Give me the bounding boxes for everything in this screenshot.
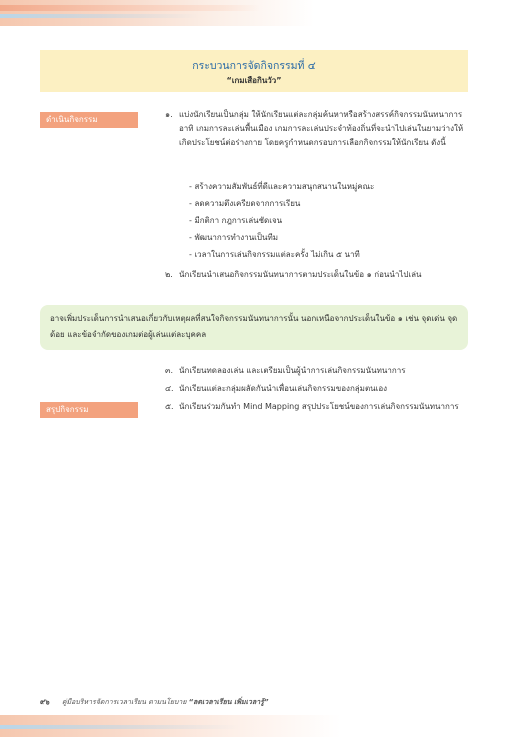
- criteria-list: [165, 178, 470, 263]
- step-text: แบ่งนักเรียนเป็นกลุ่ม ให้นักเรียนแต่ละกลุ่มค้นหาหรือสร้างสรรค์กิจกรรมนันทนาการ อาทิ เกมการละเล่นพื้นเมือง เกมการละเล่นประจำท้องถิ่นที่จะนำไปเล่นในยามว่างให้เกิดประโยชน์ต่อร่างกาย โดยครูกำหนดกรอบการเลือกกิจกรรมให้นักเรียน ดังนี้: [179, 110, 464, 147]
- page-number: ๙๖: [40, 698, 50, 706]
- footer-title: คู่มือบริหารจัดการเวลาเรียน ตามนโยบาย: [61, 698, 187, 706]
- step-number: ๑.: [165, 110, 173, 119]
- page-footer: [40, 697, 268, 708]
- criteria-item: - ลดความตึงเครียดจากการเรียน: [189, 195, 470, 212]
- step-number: ๒.: [165, 270, 173, 279]
- step-text: นักเรียนทดลองเล่น และเตรียมเป็นผู้นำการเล่นกิจกรรมนันทนาการ: [179, 366, 406, 375]
- step-number: ๔.: [165, 384, 174, 393]
- footer-emphasis: “ลดเวลาเรียน เพิ่มเวลารู้”: [188, 698, 269, 706]
- title-box: [40, 50, 468, 92]
- step-number: ๕.: [165, 402, 174, 411]
- step-4: [165, 382, 470, 396]
- criteria-item: - เวลาในการเล่นกิจกรรมแต่ละครั้ง ไม่เกิน ๕ นาที: [189, 246, 470, 263]
- criteria-item: - พัฒนาการทำงานเป็นทีม: [189, 229, 470, 246]
- section-label-activity: ดำเนินกิจกรรม: [40, 112, 138, 128]
- criteria-item: - มีกติกา กฎการเล่นชัดเจน: [189, 212, 470, 229]
- page-title: กระบวนการจัดกิจกรรมที่ ๔: [192, 60, 316, 72]
- step-text: นักเรียนแต่ละกลุ่มผลัดกันนำเพื่อนเล่นกิจกรรมของกลุ่มตนเอง: [179, 384, 388, 393]
- step-3: [165, 364, 470, 378]
- step-5: [165, 400, 470, 414]
- step-number: ๓.: [165, 366, 174, 375]
- top-decorative-stripe-blue: [0, 14, 200, 18]
- bottom-decorative-stripe-blue: [0, 725, 240, 729]
- page-subtitle: “เกมเสือกินวัว”: [226, 76, 282, 85]
- note-box: อาจเพิ่มประเด็นการนำเสนอเกี่ยวกับเหตุผลที่สนใจกิจกรรมนันทนาการนั้น นอกเหนือจากประเด็นในข้อ ๑ เช่น จุดเด่น จุดด้อย และข้อจำกัดของเกมต่อผู้เล่นแต่ละบุคคล: [40, 305, 468, 350]
- section-label-summary: สรุปกิจกรรม: [40, 402, 138, 418]
- step-text: นักเรียนนำเสนอกิจกรรมนันทนาการตามประเด็นในข้อ ๑ ก่อนนำไปเล่น: [179, 270, 422, 279]
- step-text: นักเรียนร่วมกันทำ Mind Mapping สรุปประโยชน์ของการเล่นกิจกรรมนันทนาการ: [179, 402, 459, 411]
- step-2: [165, 268, 470, 282]
- criteria-item: - สร้างความสัมพันธ์ที่ดีและความสนุกสนานในหมู่คณะ: [189, 178, 470, 195]
- top-decorative-band: [0, 0, 524, 26]
- top-decorative-stripe: [0, 5, 260, 11]
- step-1: [165, 108, 470, 150]
